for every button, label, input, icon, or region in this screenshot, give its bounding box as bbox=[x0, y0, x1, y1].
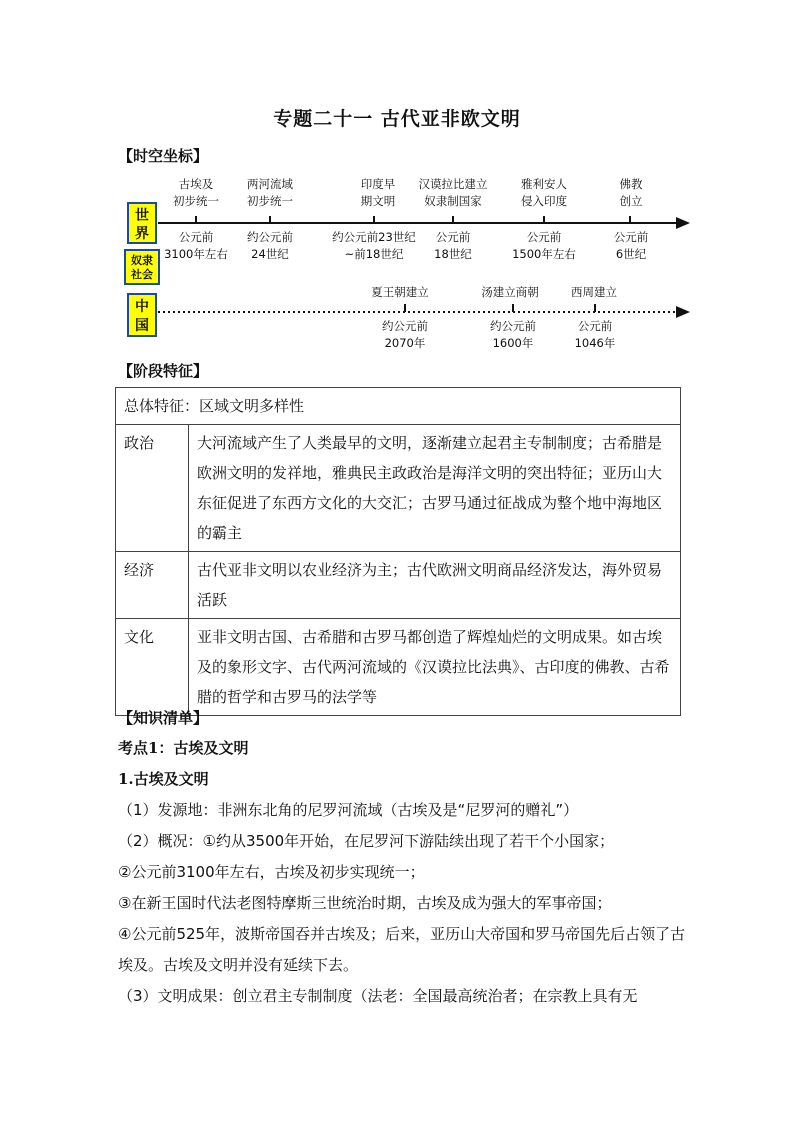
table-row bbox=[116, 552, 681, 619]
world-event bbox=[164, 177, 228, 261]
world-label-char: 世 bbox=[135, 208, 149, 224]
china-event-bottom: 1600年 bbox=[492, 336, 534, 350]
world-event-top: 佛教 bbox=[619, 177, 643, 191]
china-event-bottom: 公元前 bbox=[577, 319, 613, 333]
world-event-top: 印度早 bbox=[360, 177, 396, 191]
knowledge-line: ②公元前3100年左右，古埃及初步实现统一； bbox=[118, 863, 425, 881]
world-axis-arrow bbox=[676, 217, 690, 229]
china-event bbox=[371, 285, 429, 350]
world-event-bottom: ~前18世纪 bbox=[344, 247, 404, 261]
knowledge-content bbox=[118, 733, 688, 1012]
world-event-top: 初步统一 bbox=[247, 194, 293, 208]
china-event-bottom: 2070年 bbox=[384, 336, 426, 350]
world-event-top: 汉谟拉比建立 bbox=[418, 177, 488, 191]
china-event-bottom: 约公元前 bbox=[382, 319, 428, 333]
row-value-cell: 古代亚非文明以农业经济为主；古代欧洲文明商品经济发达，海外贸易活跃 bbox=[189, 552, 681, 619]
world-event bbox=[247, 177, 293, 261]
world-event-top: 古埃及 bbox=[178, 177, 214, 191]
world-event bbox=[512, 177, 576, 261]
section-heading-knowledge: 【知识清单】 bbox=[118, 709, 209, 727]
world-event-bottom: 1500年左右 bbox=[512, 247, 576, 261]
row-key-cell: 经济 bbox=[116, 552, 189, 619]
world-event-bottom: 约公元前23世纪 bbox=[332, 230, 416, 244]
china-event bbox=[571, 285, 617, 350]
knowledge-line: （1）发源地：非洲东北角的尼罗河流域（古埃及是“尼罗河的赠礼”） bbox=[118, 801, 579, 819]
world-label-box bbox=[128, 203, 156, 243]
table-row bbox=[116, 425, 681, 552]
world-event-bottom: 公元前 bbox=[435, 230, 471, 244]
section-heading-timeline: 【时空坐标】 bbox=[118, 147, 209, 165]
china-label-box bbox=[128, 294, 156, 336]
kaodian-heading: 考点1：古埃及文明 bbox=[118, 739, 249, 757]
china-event-top: 夏王朝建立 bbox=[371, 285, 429, 299]
world-event-bottom: 公元前 bbox=[526, 230, 562, 244]
china-event-bottom: 约公元前 bbox=[490, 319, 536, 333]
world-event-top: 两河流域 bbox=[247, 177, 293, 191]
world-event-top: 初步统一 bbox=[173, 194, 219, 208]
china-event-bottom: 1046年 bbox=[574, 336, 616, 350]
world-event-top: 期文明 bbox=[360, 194, 396, 208]
knowledge-line: ④公元前525年，波斯帝国吞并古埃及；后来，亚历山大帝国和罗马帝国先后占领了古埃及。古埃及文明并没有延续下去。 bbox=[118, 925, 686, 974]
knowledge-line: ③在新王国时代法老图特摩斯三世统治时期，古埃及成为强大的军事帝国； bbox=[118, 894, 612, 912]
world-event-bottom: 24世纪 bbox=[251, 247, 289, 261]
world-event-bottom: 约公元前 bbox=[247, 230, 293, 244]
row-value-cell: 亚非文明古国、古希腊和古罗马都创造了辉煌灿烂的文明成果。如古埃及的象形文字、古代两河流域的《汉谟拉比法典》、古印度的佛教、古希腊的哲学和古罗马的法学等 bbox=[189, 619, 681, 716]
world-event-top: 侵入印度 bbox=[521, 194, 567, 208]
china-event-top: 西周建立 bbox=[571, 285, 617, 299]
world-event-top: 奴隶制国家 bbox=[424, 194, 482, 208]
features-table bbox=[115, 387, 681, 716]
knowledge-line: （2）概况：①约从3500年开始，在尼罗河下游陆续出现了若干个小国家； bbox=[118, 832, 615, 850]
world-event-top: 雅利安人 bbox=[521, 177, 567, 191]
china-label-char: 中 bbox=[135, 299, 149, 315]
page-title: 专题二十一 古代亚非欧文明 bbox=[273, 108, 521, 130]
world-event-bottom: 6世纪 bbox=[615, 247, 647, 261]
section-heading-features: 【阶段特征】 bbox=[118, 362, 209, 380]
world-event-bottom: 公元前 bbox=[613, 230, 649, 244]
china-event-top: 汤建立商朝 bbox=[481, 285, 539, 299]
timeline-diagram bbox=[0, 170, 794, 355]
slave-label-line: 奴隶 bbox=[131, 254, 153, 267]
slave-label-line: 社会 bbox=[131, 268, 153, 281]
world-event-bottom: 18世纪 bbox=[434, 247, 472, 261]
table-row bbox=[116, 619, 681, 716]
world-event bbox=[614, 177, 649, 261]
table-row bbox=[116, 388, 681, 425]
knowledge-line: （3）文明成果：创立君主专制制度（法老：全国最高统治者；在宗教上具有无 bbox=[118, 987, 638, 1005]
row-key-cell: 文化 bbox=[116, 619, 189, 716]
overall-feature-cell: 总体特征：区域文明多样性 bbox=[116, 388, 681, 425]
subsection-heading: 1.古埃及文明 bbox=[118, 770, 209, 788]
china-label-char: 国 bbox=[135, 318, 149, 334]
world-event-bottom: 公元前 bbox=[178, 230, 214, 244]
world-event-bottom: 3100年左右 bbox=[164, 247, 228, 261]
china-axis-arrow bbox=[676, 306, 690, 318]
slave-society-label-box bbox=[125, 250, 159, 284]
row-key-cell: 政治 bbox=[116, 425, 189, 552]
world-event-top: 创立 bbox=[619, 194, 643, 208]
china-event bbox=[481, 285, 539, 350]
world-label-char: 界 bbox=[135, 226, 149, 242]
world-event bbox=[332, 177, 416, 261]
row-value-cell: 大河流域产生了人类最早的文明，逐渐建立起君主专制制度；古希腊是欧洲文明的发祥地，雅典民主政政治是海洋文明的突出特征；亚历山大东征促进了东西方文化的大交汇；古罗马通过征战成为整个地中海地区的霸主 bbox=[189, 425, 681, 552]
world-event bbox=[419, 177, 488, 261]
